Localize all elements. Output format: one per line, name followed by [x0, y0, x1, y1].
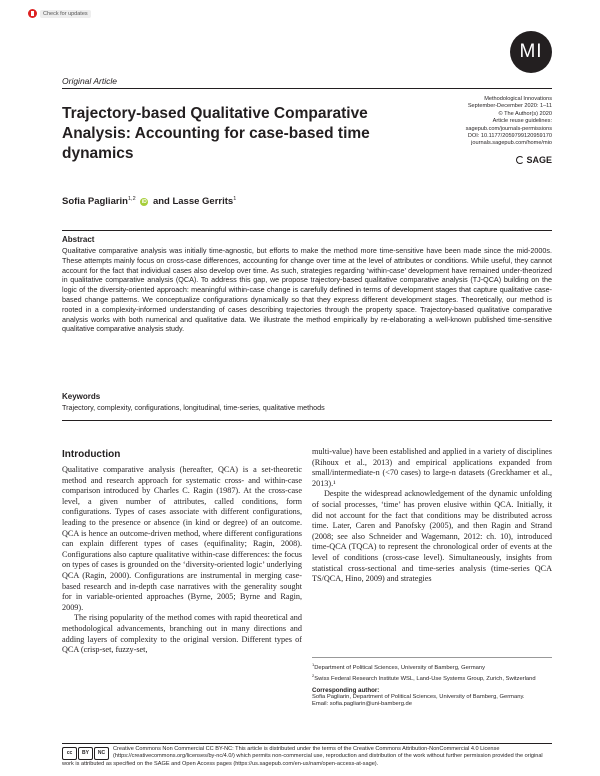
- journal-logo: MI: [510, 31, 552, 73]
- keywords-section: [62, 392, 552, 413]
- paragraph: multi-value) have been established and applied in a variety of disciplines (Rihoux et al., 2013) and empirical applications expanded from small/intermediate-n (<70 cases) to large-n datasets (Greckhamer et al., 2013).¹: [312, 447, 552, 488]
- abstract-divider: [62, 420, 552, 421]
- by-icon: BY: [78, 747, 93, 760]
- corresponding-author-email[interactable]: Email: sofia.pagliarin@uni-bamberg.de: [312, 701, 412, 708]
- publisher-logo: [516, 155, 552, 165]
- orcid-icon[interactable]: iD: [141, 198, 147, 205]
- author-line: [62, 196, 236, 207]
- author-1[interactable]: Sofia Pagliarin: [62, 196, 128, 208]
- introduction-heading: Introduction: [62, 449, 121, 460]
- abstract-text: Qualitative comparative analysis was initially time-agnostic, but efforts to make the method more time-sensitive have been made since the mid-2000s. These attempts mainly focus on cross-case differences, accounting for change over time at the level of attributes or conditions. While useful, they cannot account for the fact that individual cases also develop over time. As such, strategies regarding ‘within-case’ development have remained under-theorized in qualitative comparative analysis (QCA). To address this gap, we propose trajectory-based qualitative comparative analysis (TJ-QCA) building on the logic of the diversity-oriented approach: meaningful within-case change is carefully defined in terms of development stages that capture qualitative case-based change patterns. We conceptualize configurations dynamically so that they express different development stages. Theoretically, our method is rooted in a complexity-informed understanding of cases describing trajectories through the property space. Trajectory-based qualitative comparative analysis works with both numerical and qualitative data. We illustrate the method empirically by re-elaborating a well-known published time-sensitive qualitative comparative analysis study.: [62, 246, 552, 334]
- journal-name: Methodological Innovations: [484, 96, 552, 102]
- check-updates-icon: [28, 9, 37, 18]
- copyright: © The Author(s) 2020: [498, 110, 552, 117]
- reuse-label: Article reuse guidelines:: [492, 118, 552, 125]
- corresponding-author-text: Sofia Pagliarin, Department of Political Sciences, University of Bamberg, Germany.: [312, 694, 525, 701]
- journal-issue: September-December 2020: 1–11: [467, 103, 552, 110]
- keywords-heading: Keywords: [62, 392, 101, 401]
- corresponding-author-label: Corresponding author:: [312, 686, 380, 694]
- author-connector[interactable]: and Lasse Gerrits: [152, 196, 234, 208]
- cc-icon: cc: [62, 747, 77, 760]
- check-for-updates-badge[interactable]: [28, 9, 91, 18]
- affiliations-footnote: [312, 657, 552, 709]
- body-column-right: [312, 447, 552, 585]
- keywords-text: Trajectory, complexity, configurations, longitudinal, time-series, qualitative methods: [62, 403, 325, 412]
- license-text: Creative Commons Non Commercial CC BY-NC: This article is distributed under the terms of the Creative Commons Attribution-NonCommercial 4.0 License (https://creativecommons.org/licenses/by-nc/4.0/) which permits non-commercial use, reproduction and distribution of the work without further permission provided the original work is attributed as specified on the SAGE and Open Access pages (https://us.sagepub.com/en-us/nam/open-access-at-sage).: [62, 746, 543, 767]
- license-divider: [62, 743, 552, 744]
- publisher-name: SAGE: [526, 155, 552, 165]
- article-type: Original Article: [62, 76, 117, 86]
- nc-icon: NC: [94, 747, 109, 760]
- body-column-left: [62, 448, 302, 656]
- doi-link[interactable]: DOI: 10.1177/2059799120959170: [467, 133, 552, 140]
- check-updates-label: Check for updates: [40, 10, 91, 18]
- affiliation-1: $^1$Department of Political Sciences, University of Bamberg, Germany: [312, 662, 485, 671]
- paragraph: Despite the widespread acknowledgement of the dynamic unfolding of social processes, ‘time’ has proven elusive within QCA. Initially, it did not account for the fact that conditions may be distributed across time. Later, Caren and Panofsky (2005), and then Ragin and Strand (2008; see also Schneider and Wagemann, 2012: ch. 10), introduced time-QCA (TQCA) to represent the chronological order of events at the level of conditions (cross-case level). Simultaneously, insights from statistical cross-sectional and time-series analysis (time-series QCA TS/QCA, Hino, 2009) and strategies: [312, 489, 552, 584]
- permissions-link[interactable]: sagepub.com/journals-permissions: [465, 125, 552, 132]
- abstract-section: [62, 230, 552, 334]
- paper-title: Trajectory-based Qualitative Comparative Analysis: Accounting for case-based time dynamics: [62, 105, 370, 162]
- journal-home-link[interactable]: journals.sagepub.com/home/mio: [471, 140, 552, 147]
- abstract-heading: Abstract: [62, 235, 95, 244]
- author-1-affil: 1,2: [128, 196, 136, 202]
- sage-swirl-icon: [516, 156, 524, 164]
- header-divider: [62, 88, 552, 89]
- cc-license-badge[interactable]: [62, 747, 109, 760]
- author-2-affil: 1: [233, 196, 237, 202]
- journal-info: [412, 96, 552, 148]
- affiliation-2: $^2$Swiss Federal Research Institute WSL, Land-Use Systems Group, Zurich, Switzerland: [312, 673, 536, 683]
- license-notice: [62, 746, 552, 768]
- paragraph: The rising popularity of the method comes with rapid theoretical and methodological advancements, branching out in many directions and adding layers of complexity to the original version. Different types of QCA (crisp-set, fuzzy-set,: [62, 613, 302, 655]
- paragraph: Qualitative comparative analysis (hereafter, QCA) is a set-theoretic method and research approach for systematic cross- and within-case comparison introduced by Charles C. Ragin (1987). At the cross-case level, a given number of attributes, called conditions, form configurations. Types of cases associate with different configurations, leading to the presence or absence (in kind or degree) of an outcome. QCA is hence an outcome-driven method, where different configurations can explain different types of cases (equifinality; Ragin, 2008). Configurations also capture qualitative within-case differences: the focus on types of cases is grounded on the ‘diversity-oriented logic’ underlying QCA (Ragin, 2000). Configurations are instrumental in merging case-based research and in-depth case narratives with the generality sought for in variable-oriented approaches (Byrne, 2005; Byrne and Ragin, 2009).: [62, 465, 302, 612]
